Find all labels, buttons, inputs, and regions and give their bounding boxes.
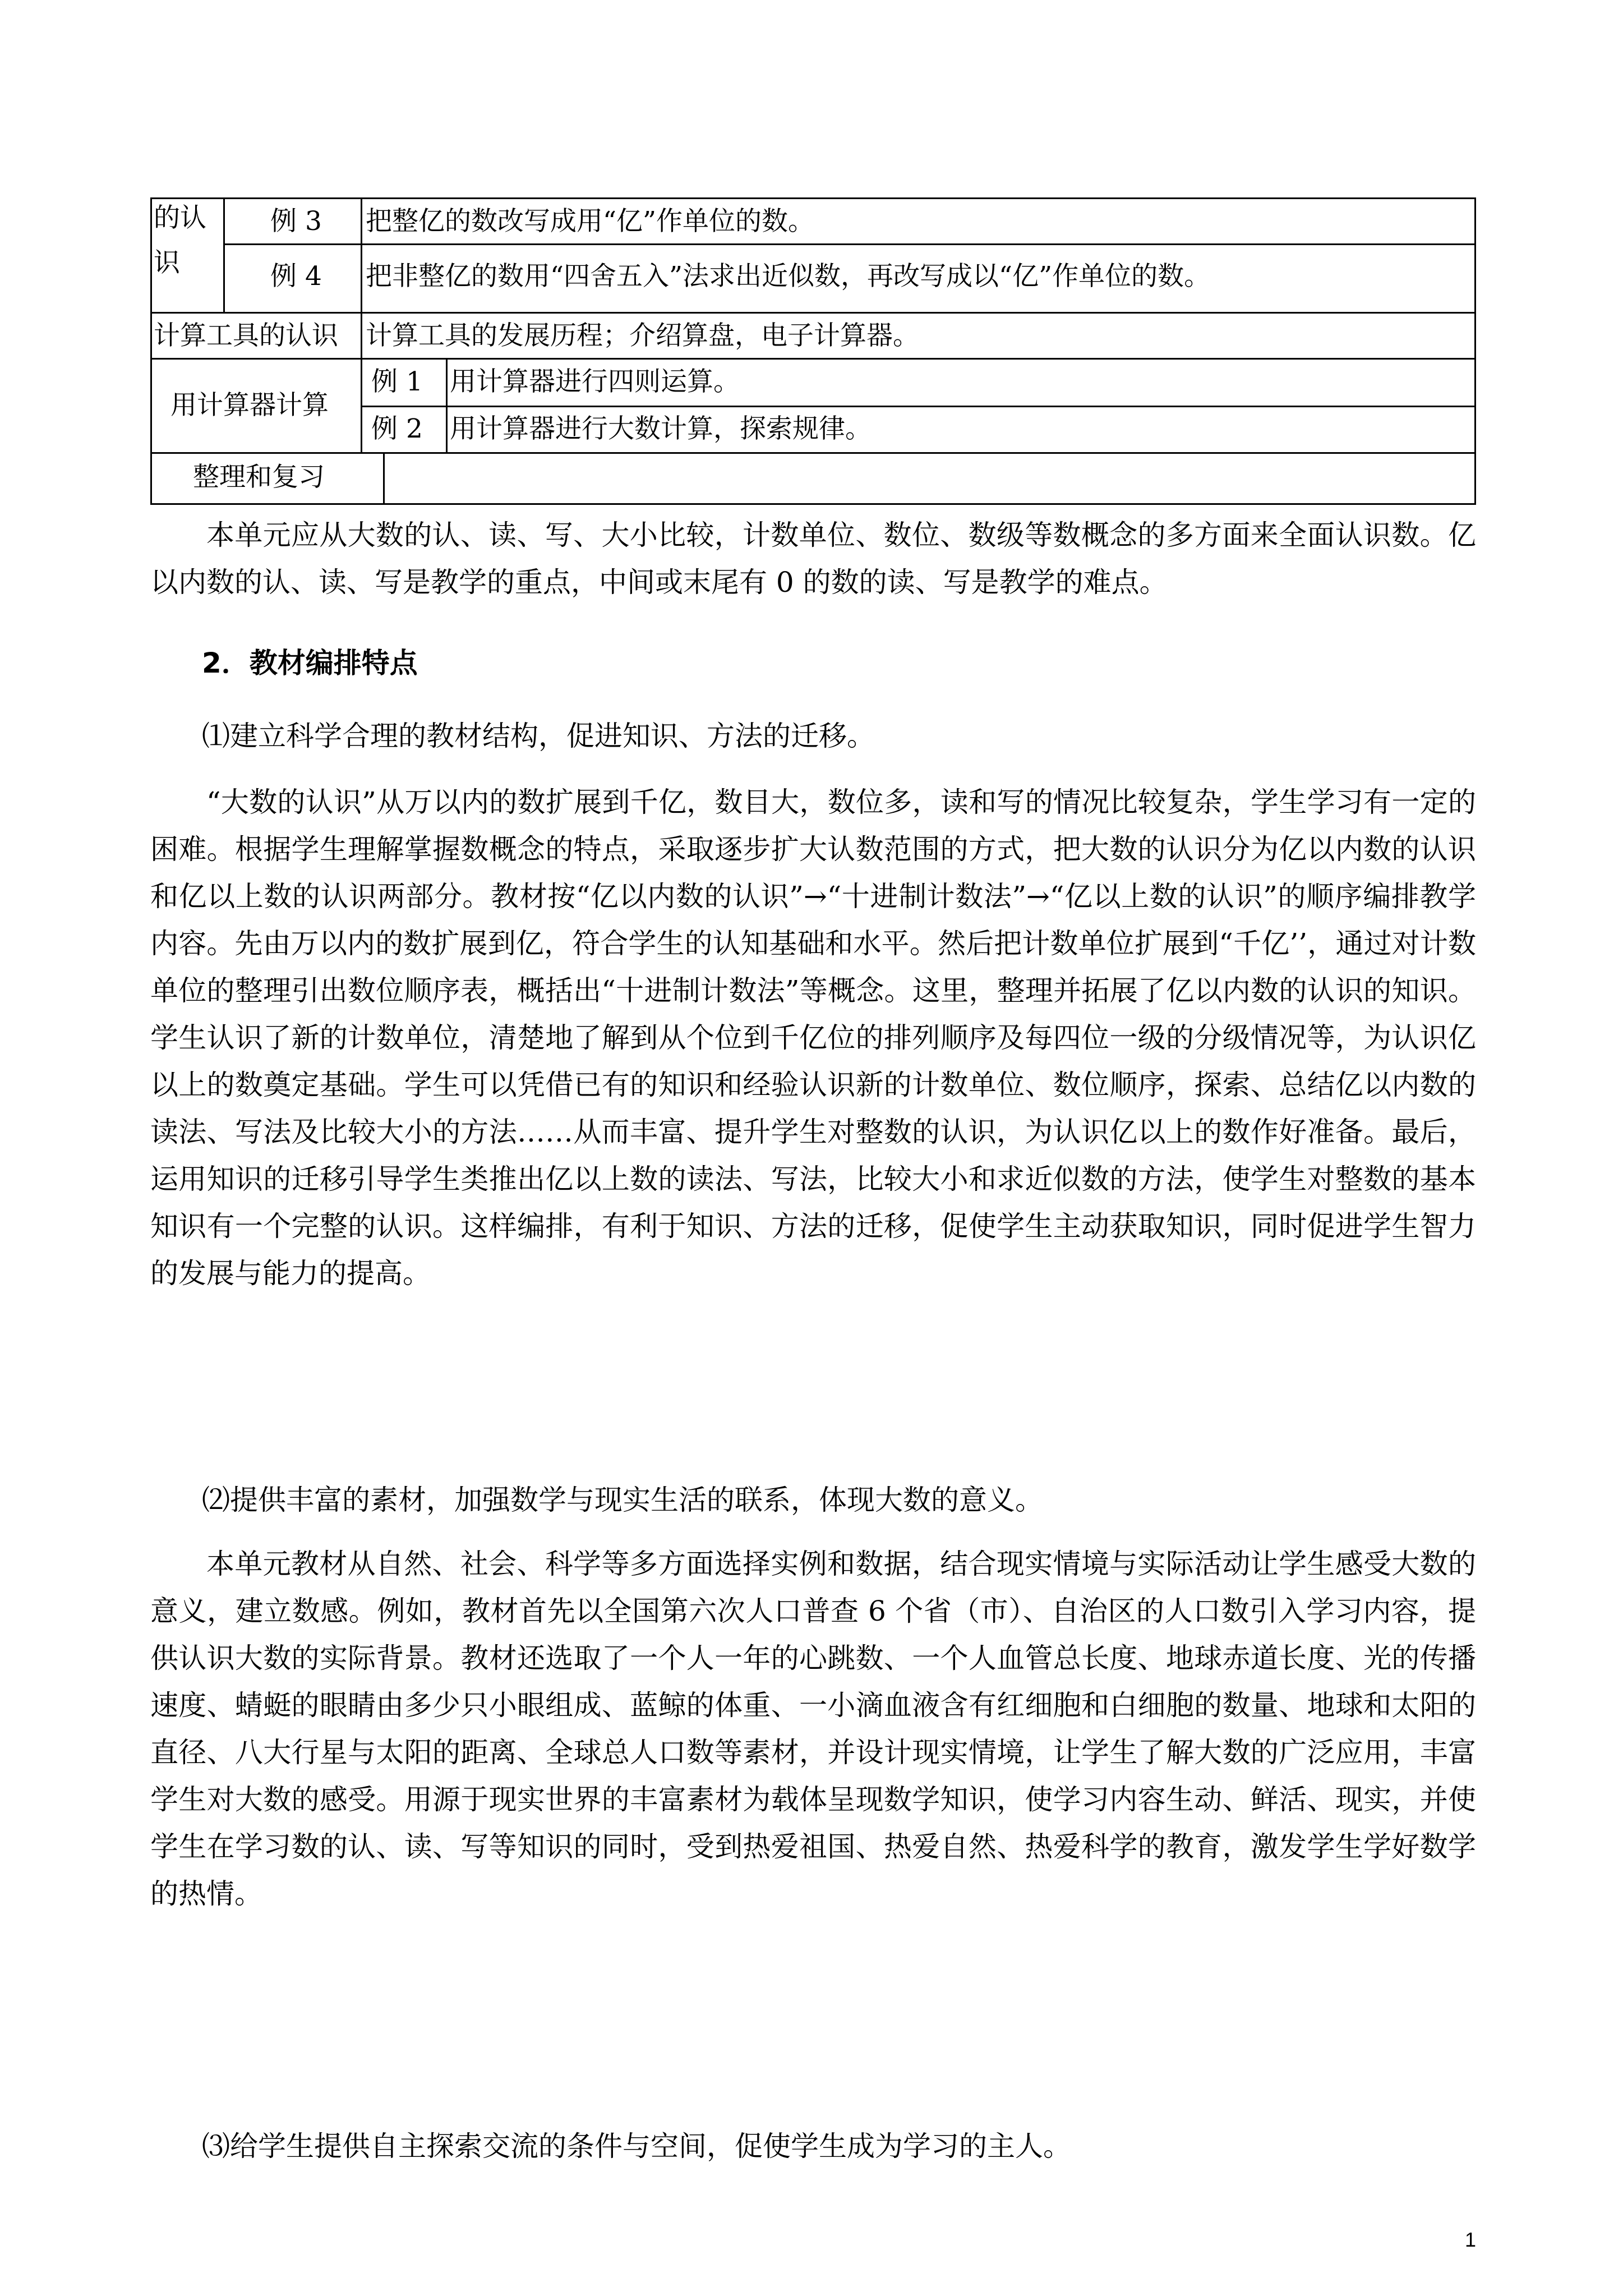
paragraph-unit-overview: 本单元应从大数的认、读、写、大小比较，计数单位、数位、数级等数概念的多方面来全面认识数。亿以内数的认、读、写是教学的重点，中间或末尾有 0 的数的读、写是教学的难点。 <box>150 519 1476 599</box>
content-table <box>150 197 1476 505</box>
paragraph-materials: 本单元教材从自然、社会、科学等多方面选择实例和数据，结合现实情境与实际活动让学生感受大数的意义，建立数感。例如，教材首先以全国第六次人口普查 6 个省（市）、自治区的人口数引入学习内容，提供认识大数的实际背景。教材还选取了一个人一年的心跳数、一个人血管总长度、地球赤道长度、光的传播速度、蜻蜓的眼睛由多少只小眼组成、蓝鲸的体重、一小滴血液含有红细胞和白细胞的数量、地球和太阳的直径、八大行星与太阳的距离、全球总人口数等素材，并设计现实情境，让学生了解大数的广泛应用，丰富学生对大数的感受。用源于现实世界的丰富素材为载体呈现数学知识，使学习内容生动、鲜活、现实，并使学生在学习数的认、读、写等知识的同时，受到热爱祖国、热爱自然、热爱科学的教育，激发学生学好数学的热情。 <box>150 1548 1476 1910</box>
ex3-text: 把整亿的数改写成用“亿”作单位的数。 <box>366 206 815 237</box>
calc-ex2-label: 例 2 <box>371 413 423 444</box>
ex3-label: 例 3 <box>270 206 322 237</box>
table-cell-review-empty <box>383 452 1476 505</box>
page-number: 1 <box>1464 2228 1476 2251</box>
review-label: 整理和复习 <box>193 462 325 493</box>
table-cell-text-shi: 识 <box>154 247 180 278</box>
section-heading: 2．教材编排特点 <box>202 647 418 679</box>
paragraph-structure: “大数的认识”从万以内的数扩展到千亿，数目大，数位多，读和写的情况比较复杂，学生学习有一定的困难。根据学生理解掌握数概念的特点，采取逐步扩大认数范围的方式，把大数的认识分为亿以内数的认识和亿以上数的认识两部分。教材按“亿以内数的认识”→“十进制计数法”→“亿以上数的认识”的顺序编排教学内容。先由万以内的数扩展到亿，符合学生的认知基础和水平。然后把计数单位扩展到“千亿’’，通过对计数单位的整理引出数位顺序表，概括出“十进制计数法”等概念。这里，整理并拓展了亿以内数的认识的知识。学生认识了新的计数单位，清楚地了解到从个位到千亿位的排列顺序及每四位一级的分级情况等，为认识亿以上的数奠定基础。学生可以凭借已有的知识和经验认识新的计数单位、数位顺序，探索、总结亿以内数的读法、写法及比较大小的方法……从而丰富、提升学生对整数的认识，为认识亿以上的数作好准备。最后，运用知识的迁移引导学生类推出亿以上数的读法、写法，比较大小和求近似数的方法，使学生对整数的基本知识有一个完整的认识。这样编排，有利于知识、方法的迁移，促使学生主动获取知识，同时促进学生智力的发展与能力的提高。 <box>150 786 1476 1290</box>
ex4-label: 例 4 <box>270 261 322 292</box>
subheading-materials: ⑵提供丰富的素材，加强数学与现实生活的联系，体现大数的意义。 <box>202 1484 1043 1516</box>
calc-label: 用计算器计算 <box>170 390 329 421</box>
ex4-text: 把非整亿的数用“四舍五入”法求出近似数，再改写成以“亿”作单位的数。 <box>366 261 1211 292</box>
subheading-structure: ⑴建立科学合理的教材结构，促进知识、方法的迁移。 <box>202 720 875 752</box>
tools-text: 计算工具的发展历程；介绍算盘，电子计算器。 <box>366 320 919 351</box>
calc-ex1-text: 用计算器进行四则运算。 <box>450 366 740 397</box>
calc-ex2-text: 用计算器进行大数计算，探索规律。 <box>450 413 872 444</box>
table-cell-text-deren: 的认 <box>154 203 206 233</box>
calc-ex1-label: 例 1 <box>371 366 423 397</box>
tools-label: 计算工具的认识 <box>154 320 338 351</box>
subheading-autonomy: ⑶给学生提供自主探索交流的条件与空间，促使学生成为学习的主人。 <box>202 2130 1071 2162</box>
